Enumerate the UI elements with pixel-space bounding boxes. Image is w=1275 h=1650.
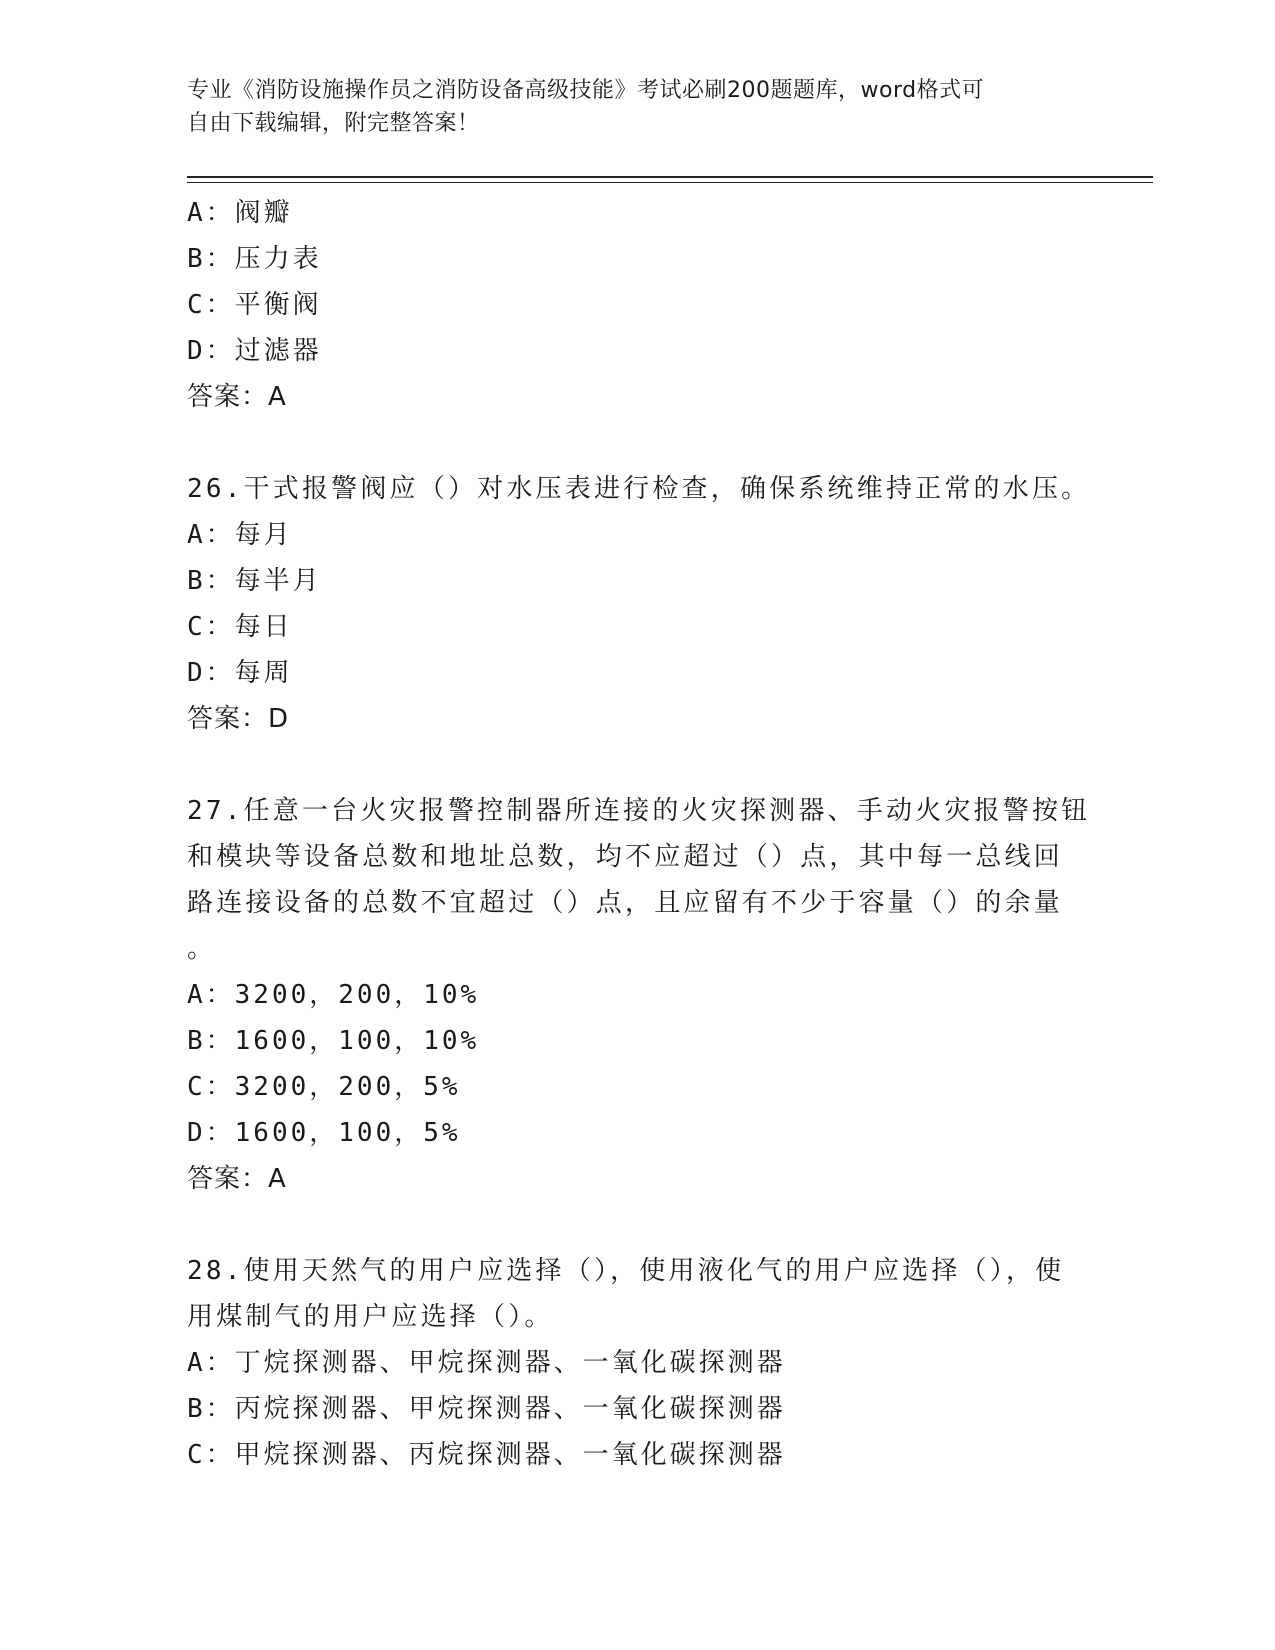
option-b: B：每半月 xyxy=(187,566,322,596)
question-text-line-2: 和模块等设备总数和地址总数，均不应超过（）点，其中每一总线回 xyxy=(187,842,1064,872)
option-a: A：每月 xyxy=(187,520,293,550)
option-a: A：丁烷探测器、甲烷探测器、一氧化碳探测器 xyxy=(187,1348,786,1378)
option-a: A：阀瓣 xyxy=(187,198,293,228)
option-c: C：3200，200，5% xyxy=(187,1072,461,1102)
question-text-line-1: 28.使用天然气的用户应选择（），使用液化气的用户应选择（），使 xyxy=(187,1256,1065,1286)
question-text-line-2: 用煤制气的用户应选择（）。 xyxy=(187,1302,554,1332)
question-text-line-3: 路连接设备的总数不宜超过（）点，且应留有不少于容量（）的余量 xyxy=(187,888,1064,918)
spacer xyxy=(187,1202,1087,1248)
option-b: B：丙烷探测器、甲烷探测器、一氧化碳探测器 xyxy=(187,1394,786,1424)
option-a: A：3200，200，10% xyxy=(187,980,480,1010)
question-text-line-1: 27.任意一台火灾报警控制器所连接的火灾探测器、手动火灾报警按钮 xyxy=(187,796,1091,826)
option-c: C：平衡阀 xyxy=(187,290,322,320)
header-divider-thin xyxy=(187,182,1153,183)
spacer xyxy=(187,420,1087,466)
option-c: C：每日 xyxy=(187,612,293,642)
header-line-2: 自由下载编辑，附完整答案！ xyxy=(187,111,480,136)
option-d: D：每周 xyxy=(187,658,293,688)
spacer xyxy=(187,742,1087,788)
option-d: D：过滤器 xyxy=(187,336,322,366)
answer-line: 答案：A xyxy=(187,1164,287,1194)
question-text: 26.干式报警阀应（）对水压表进行检查，确保系统维持正常的水压。 xyxy=(187,474,1091,504)
question-text-line-4: 。 xyxy=(187,934,217,964)
answer-line: 答案：A xyxy=(187,382,287,412)
question-25-block xyxy=(187,190,1087,420)
header-line-1: 专业《消防设施操作员之消防设备高级技能》考试必刷200题题库，word格式可 xyxy=(187,78,985,103)
question-list xyxy=(187,190,1091,1478)
question-26-block xyxy=(187,466,1091,742)
header-divider-thick xyxy=(187,176,1153,178)
option-d: D：1600，100，5% xyxy=(187,1118,461,1148)
question-27-block xyxy=(187,788,1091,1202)
option-b: B：1600，100，10% xyxy=(187,1026,480,1056)
option-c: C：甲烷探测器、丙烷探测器、一氧化碳探测器 xyxy=(187,1440,786,1470)
question-28-block xyxy=(187,1248,1087,1478)
document-header xyxy=(187,74,1067,140)
option-b: B：压力表 xyxy=(187,244,322,274)
answer-line: 答案：D xyxy=(187,704,290,734)
